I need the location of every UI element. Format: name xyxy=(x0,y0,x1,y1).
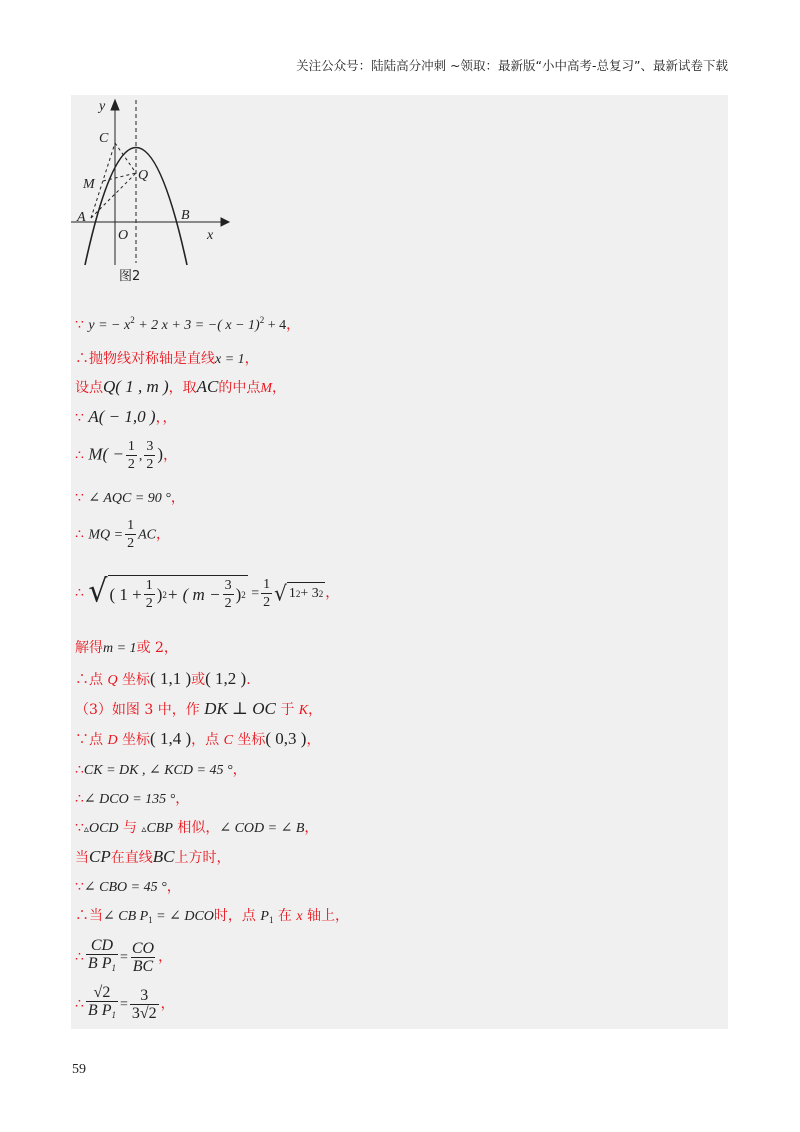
exponent: 2 xyxy=(295,588,301,599)
eq-line-6 xyxy=(75,489,185,508)
eq-line-19 xyxy=(75,938,172,976)
eq-line-2 xyxy=(75,350,259,369)
denominator: 3√2 xyxy=(131,1004,157,1022)
eq-line-4 xyxy=(75,408,177,427)
text: ∴抛物线对称轴是直线 xyxy=(75,351,215,367)
math: D xyxy=(107,733,118,748)
therefore-symbol: ∴ xyxy=(75,762,84,778)
fraction xyxy=(223,578,234,611)
math: MQ = xyxy=(88,527,124,543)
eq-line-18 xyxy=(75,907,349,929)
subscript: 1 xyxy=(268,915,274,925)
math: 1 xyxy=(288,585,296,601)
eq-line-5 xyxy=(75,439,177,472)
text: 相似， xyxy=(172,820,220,836)
fraction xyxy=(86,985,118,1023)
because-symbol: ∵ xyxy=(75,317,84,333)
therefore-symbol: ∴ xyxy=(75,791,84,807)
math: BC xyxy=(152,847,175,866)
math: Q( 1 , m ) xyxy=(103,377,169,396)
math: y = − x xyxy=(88,318,131,333)
denominator: BC xyxy=(132,957,154,975)
therefore-symbol: ∴ xyxy=(75,949,84,965)
denominator: 2 xyxy=(145,596,153,611)
because-symbol: ∵ xyxy=(75,410,84,426)
denominator: 2 xyxy=(224,596,232,611)
math: m = 1 xyxy=(103,641,137,656)
math: + 2 x + 3 = −( x − 1) xyxy=(134,318,260,333)
label-y: y xyxy=(99,99,106,114)
text: 坐标 xyxy=(117,732,151,748)
fraction xyxy=(144,578,155,611)
math: + 4 xyxy=(264,318,287,333)
therefore-symbol: ∴当 xyxy=(75,908,103,924)
because-symbol: ∵ xyxy=(75,732,89,748)
punct: ， xyxy=(170,490,185,506)
y-axis-arrow xyxy=(111,100,119,110)
text: （3）如图 3 中，作 xyxy=(75,702,205,718)
punct: ， xyxy=(286,317,301,333)
numerator: 1 xyxy=(127,439,135,454)
because-symbol: ∵ xyxy=(75,490,84,506)
denominator: 2 xyxy=(146,457,154,472)
text: 或 2 xyxy=(136,640,164,656)
math: = ∠ DCO xyxy=(152,909,214,924)
label-c: C xyxy=(99,131,109,146)
text: 与 xyxy=(118,820,142,836)
numerator: 3 xyxy=(146,439,154,454)
math: AC xyxy=(196,377,219,396)
math: DK ⊥ OC xyxy=(204,699,276,718)
math: M( − xyxy=(88,444,124,464)
text: ，点 xyxy=(191,732,224,748)
math: OCD xyxy=(88,821,119,836)
numerator: 1 xyxy=(145,578,153,593)
math: ∠ DCO = 135 ° xyxy=(83,792,176,807)
math: ) xyxy=(157,444,164,464)
math: ( 1,2 ) xyxy=(205,669,247,688)
subscript: 1 xyxy=(148,915,153,925)
eq-line-9 xyxy=(75,639,178,658)
label-m: M xyxy=(83,177,95,192)
math: CP xyxy=(89,847,111,866)
numerator: CO xyxy=(131,939,155,957)
denominator-text: B P xyxy=(87,955,112,972)
text: 时，点 xyxy=(213,908,261,924)
therefore-symbol: ∴ xyxy=(75,585,84,601)
square-root: √ ( 1 + $\frac{1}{2}$ ) 2 + ( m − $\frac{3}{2}$ ) 2 xyxy=(88,573,246,611)
punct: . xyxy=(246,672,251,688)
math: = xyxy=(119,997,128,1012)
because-symbol: ∵ xyxy=(75,879,84,895)
numerator: √2 xyxy=(93,984,111,1001)
exponent: 2 xyxy=(259,315,265,325)
punct: ， xyxy=(163,640,178,656)
fraction xyxy=(130,941,156,974)
triangle-symbol: ▵ xyxy=(141,824,147,835)
text: 设点 xyxy=(75,380,103,396)
figure-caption: 图2 xyxy=(119,269,141,284)
denominator-text: B P xyxy=(87,1002,112,1019)
eq-line-16 xyxy=(75,848,230,867)
math: P xyxy=(260,909,269,924)
punct: ， xyxy=(160,996,175,1012)
text: 于 xyxy=(275,702,299,718)
label-a: A xyxy=(77,210,86,225)
math: M xyxy=(260,381,273,396)
punct: ， xyxy=(272,380,287,396)
punct: ， xyxy=(163,447,178,464)
eq-line-14 xyxy=(75,790,189,809)
label-o: O xyxy=(118,228,129,243)
math: ∠ CB P xyxy=(103,909,149,924)
eq-line-13 xyxy=(75,761,247,780)
solution-panel xyxy=(71,95,728,1029)
math: ∠ AQC = 90 ° xyxy=(88,491,171,506)
fraction xyxy=(126,439,137,472)
math: ( 0,3 ) xyxy=(265,729,307,748)
math: = xyxy=(119,950,128,965)
punct: ， xyxy=(335,908,350,924)
exponent: 2 xyxy=(162,589,167,600)
math: CBP xyxy=(146,821,173,836)
text: ，取 xyxy=(168,380,197,396)
numerator: 3 xyxy=(140,986,149,1004)
denominator xyxy=(86,954,118,976)
punct: ， xyxy=(156,526,170,543)
x-axis-arrow xyxy=(221,218,229,226)
math: = xyxy=(247,586,260,601)
label-b: B xyxy=(181,208,190,223)
eq-line-10 xyxy=(75,670,251,690)
eq-line-11 xyxy=(75,700,322,720)
punct: ， xyxy=(244,351,259,367)
text: 或 xyxy=(191,672,206,688)
therefore-symbol: ∴ xyxy=(75,672,89,688)
math: ∠ COD = ∠ B xyxy=(219,821,305,836)
denominator: 2 xyxy=(127,536,135,551)
punct: ， xyxy=(175,791,190,807)
exponent: 2 xyxy=(130,315,135,325)
square-root: √ 1 2 + 3 2 xyxy=(274,580,324,606)
math: C xyxy=(223,733,233,748)
text: 点 xyxy=(89,732,108,748)
text: 在直线 xyxy=(110,850,153,866)
numerator: 1 xyxy=(127,518,135,533)
punct: ， xyxy=(158,949,173,965)
eq-line-8 xyxy=(75,575,339,611)
punct: ， xyxy=(325,585,340,601)
label-q: Q xyxy=(138,168,149,183)
text: 轴上 xyxy=(302,908,336,924)
math: A( − 1,0 ) xyxy=(88,407,156,426)
eq-line-3 xyxy=(75,378,286,398)
fraction xyxy=(125,518,136,551)
eq-line-15 xyxy=(75,819,318,839)
punct: ， xyxy=(304,820,319,836)
math: , xyxy=(138,448,143,464)
fraction xyxy=(130,988,159,1021)
page-header: 关注公众号：陆陆高分冲刺 ~领取：最新版“小中高考-总复习”、最新试卷下载 xyxy=(296,58,728,73)
math: K xyxy=(298,703,309,718)
math: ∠ CBO = 45 ° xyxy=(83,880,167,895)
math: + 3 xyxy=(300,585,319,601)
denominator: 2 xyxy=(127,457,135,472)
math: ) xyxy=(235,584,242,604)
therefore-symbol: ∴ xyxy=(75,526,84,543)
math: + ( m − xyxy=(166,584,221,604)
text: 在 xyxy=(273,908,297,924)
therefore-symbol: ∴ xyxy=(75,996,84,1012)
text: 的中点 xyxy=(218,380,261,396)
punct: ，， xyxy=(155,410,177,426)
exponent: 2 xyxy=(318,588,324,599)
because-symbol: ∵ xyxy=(75,820,84,836)
exponent: 2 xyxy=(241,589,246,600)
punct: ， xyxy=(306,732,321,748)
math: ( 1,4 ) xyxy=(150,729,192,748)
math: ( 1 + xyxy=(109,584,142,604)
page-number: 59 xyxy=(72,1062,86,1077)
eq-line-1 xyxy=(75,311,300,335)
denominator xyxy=(86,1001,118,1023)
text: 当 xyxy=(75,850,89,866)
eq-line-12 xyxy=(75,730,320,750)
text: 点 xyxy=(89,672,108,688)
eq-line-20 xyxy=(75,985,175,1023)
punct: ， xyxy=(308,702,323,718)
math: ( 1,1 ) xyxy=(150,669,192,688)
subscript: 1 xyxy=(111,1010,116,1020)
fraction xyxy=(261,577,272,610)
text: 坐标 xyxy=(117,672,151,688)
numerator: CD xyxy=(90,937,114,954)
fraction xyxy=(86,938,118,976)
eq-line-7 xyxy=(75,518,170,551)
punct: ， xyxy=(232,762,247,778)
math: x = 1 xyxy=(215,352,245,367)
math: Q xyxy=(107,673,118,688)
math: AC xyxy=(138,527,156,543)
text: 解得 xyxy=(75,640,103,656)
segment-mq xyxy=(103,173,136,181)
text: 坐标 xyxy=(232,732,266,748)
numerator: 1 xyxy=(263,576,271,592)
label-x: x xyxy=(207,228,214,243)
numerator: 3 xyxy=(224,578,232,593)
subscript: 1 xyxy=(111,963,116,973)
therefore-symbol: ∴ xyxy=(75,447,84,464)
punct: ， xyxy=(166,879,181,895)
eq-line-17 xyxy=(75,878,181,897)
text: 上方时， xyxy=(174,850,231,866)
math: x xyxy=(296,909,303,924)
triangle-symbol: ▵ xyxy=(83,824,89,835)
math: CK = DK , ∠ KCD = 45 ° xyxy=(83,763,233,778)
denominator: 2 xyxy=(263,594,271,610)
parabola-figure xyxy=(71,95,251,290)
math: ) xyxy=(156,584,163,604)
fraction xyxy=(144,439,155,472)
